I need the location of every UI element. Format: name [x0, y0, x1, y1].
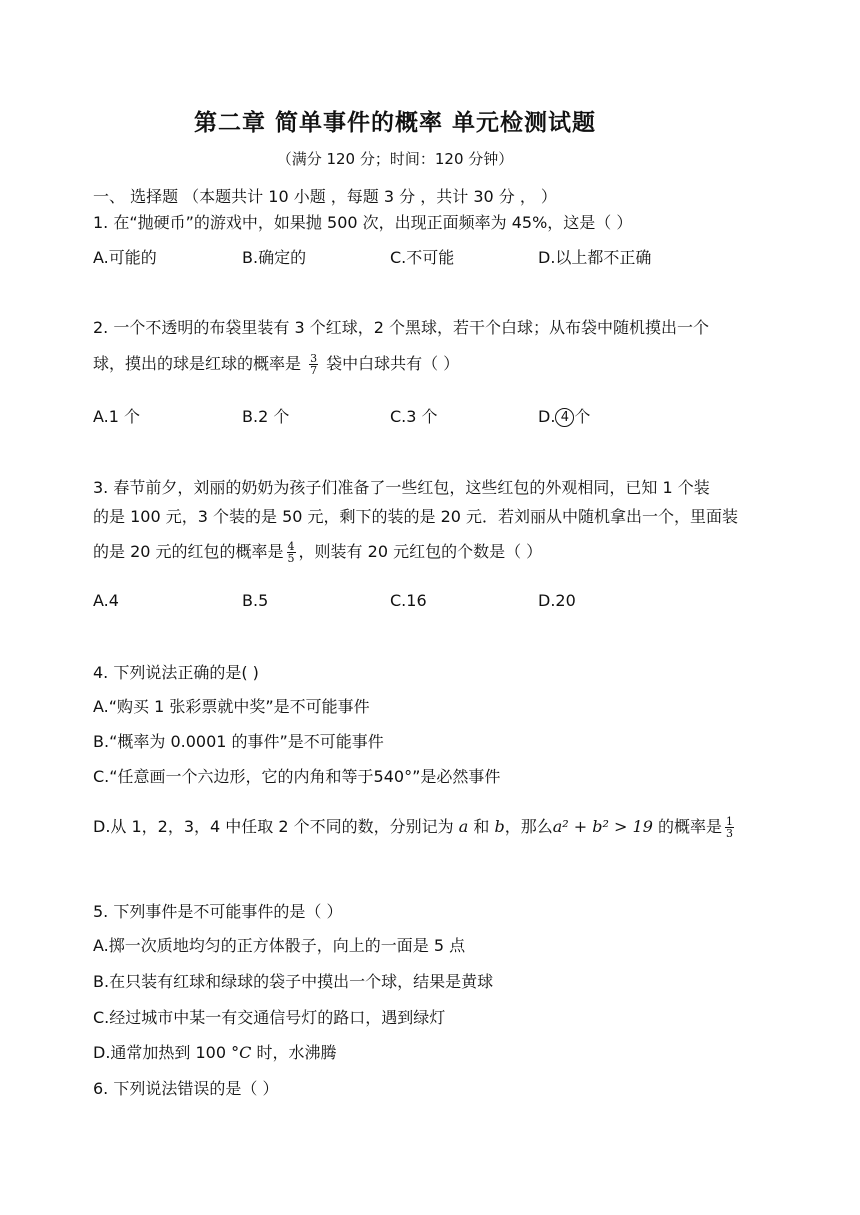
- q5-option-a: A.掷一次质地均匀的正方体骰子，向上的一面是 5 点: [93, 936, 466, 955]
- q2-text-b: 袋中白球共有（ ）: [321, 354, 460, 373]
- q4-var-a: a: [458, 817, 469, 836]
- q1-option-b: B.确定的: [242, 248, 307, 267]
- page-title: 第二章 简单事件的概率 单元检测试题: [193, 110, 596, 136]
- q5-option-c: C.经过城市中某一有交通信号灯的路口，遇到绿灯: [93, 1008, 446, 1027]
- q2-option-d-suffix: 个: [574, 407, 591, 426]
- q5-d-text-b: 时，水沸腾: [251, 1043, 337, 1062]
- q5-option-d: [93, 1042, 336, 1064]
- q1-option-d: D.以上都不正确: [538, 248, 652, 267]
- q2-text-a: 球，摸出的球是红球的概率是: [93, 354, 307, 373]
- question-6-stem: 6. 下列说法错误的是（ ）: [93, 1079, 279, 1098]
- q4-option-d: [93, 816, 737, 839]
- q2-option-c: C.3 个: [390, 407, 438, 426]
- question-3-stem-line1: 3. 春节前夕，刘丽的奶奶为孩子们准备了一些红包，这些红包的外观相同，已知 1 个装: [93, 478, 710, 497]
- q2-option-d-circled-number: 4: [555, 408, 574, 427]
- q2-option-a: A.1 个: [93, 407, 141, 426]
- q3-option-c: C.16: [390, 591, 427, 610]
- q4-d-text-d: 的概率是: [652, 817, 722, 836]
- q4-d-text-a: D.从 1，2，3，4 中任取 2 个不同的数，分别记为: [93, 817, 459, 836]
- q2-frac-den: 7: [310, 364, 318, 377]
- q3-frac-num: 4: [287, 540, 295, 553]
- q4-option-c: C.“任意画一个六边形，它的内角和等于540°”是必然事件: [93, 767, 501, 786]
- q2-option-d-prefix: D.: [538, 407, 556, 426]
- q5-d-text-a: D.通常加热到 100: [93, 1043, 232, 1062]
- page-subtitle: （满分 120 分；时间：120 分钟）: [276, 150, 514, 168]
- question-2-stem-line1: 2. 一个不透明的布袋里装有 3 个红球，2 个黑球，若干个白球；从布袋中随机摸出一个: [93, 318, 709, 337]
- q2-option-d: [538, 406, 590, 428]
- q3-text-b: ，则装有 20 元红包的个数是（ ）: [298, 542, 543, 561]
- q1-option-c: C.不可能: [390, 248, 455, 267]
- question-3-stem-line2: 的是 100 元，3 个装的是 50 元，剩下的装的是 20 元．若刘丽从中随机拿出一个，里面装: [93, 507, 739, 526]
- q1-option-a: A.可能的: [93, 248, 157, 267]
- question-4-stem: 4. 下列说法正确的是( ): [93, 663, 259, 682]
- q3-frac-den: 5: [287, 552, 295, 565]
- question-2-stem-line2: [93, 353, 459, 376]
- q4-option-a: A.“购买 1 张彩票就中奖”是不可能事件: [93, 697, 370, 716]
- q5-option-b: B.在只装有红球和绿球的袋子中摸出一个球，结果是黄球: [93, 972, 494, 991]
- section-heading: 一、 选择题 （本题共计 10 小题 ，每题 3 分 ，共计 30 分 ， ）: [93, 187, 557, 206]
- q4-math-expression: a² + b² > 19: [552, 817, 653, 836]
- q3-option-d: D.20: [538, 591, 576, 610]
- q5-d-unit: °C: [231, 1043, 252, 1062]
- q4-frac-den: 3: [725, 827, 733, 840]
- q4-option-b: B.“概率为 0.0001 的事件”是不可能事件: [93, 732, 384, 751]
- question-5-stem: 5. 下列事件是不可能事件的是（ ）: [93, 902, 343, 921]
- q4-fraction: [725, 816, 734, 839]
- q3-text-a: 的是 20 元的红包的概率是: [93, 542, 284, 561]
- q2-fraction: [309, 353, 318, 376]
- q3-option-b: B.5: [242, 591, 269, 610]
- question-1-stem: 1. 在“抛硬币”的游戏中，如果抛 500 次，出现正面频率为 45%，这是（ ）: [93, 213, 633, 232]
- q4-var-b: b: [494, 817, 505, 836]
- q3-option-a: A.4: [93, 591, 119, 610]
- q2-option-b: B.2 个: [242, 407, 290, 426]
- question-3-stem-line3: [93, 541, 542, 564]
- q4-d-text-b: 和: [468, 817, 495, 836]
- q3-fraction: [287, 541, 296, 564]
- q4-frac-num: 1: [725, 815, 733, 828]
- q4-d-text-c: ，那么: [504, 817, 553, 836]
- q2-frac-num: 3: [310, 352, 318, 365]
